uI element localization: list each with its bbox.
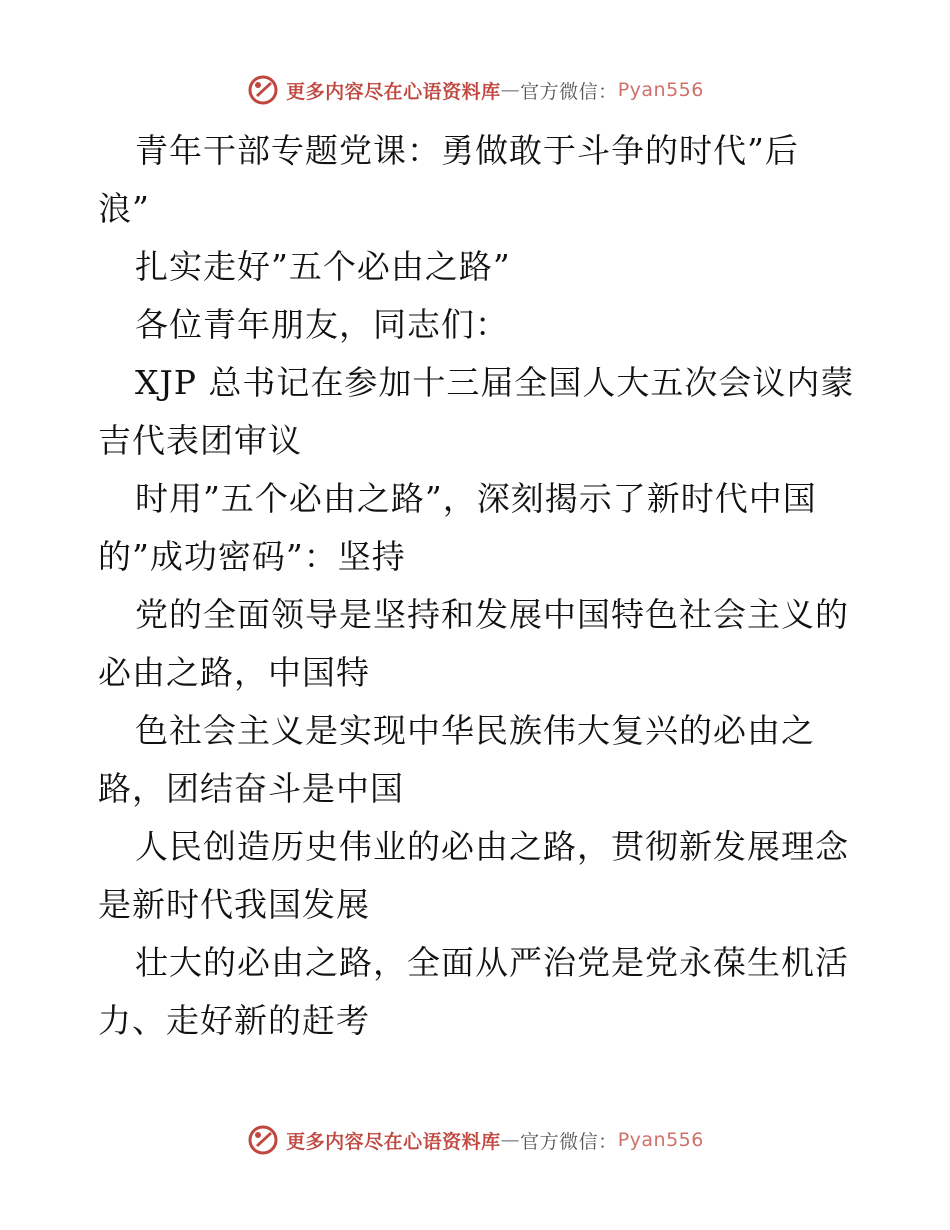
brand-logo-icon [246,1123,280,1157]
document-line: 人民创造历史伟业的必由之路，贯彻新发展理念 [135,827,849,866]
watermark-main: 更多内容尽在心语资料库 [286,80,501,103]
watermark-id: Pyan556 [617,79,704,101]
watermark-official: 官方微信： [520,1130,618,1153]
watermark-separator: — [500,79,521,101]
document-line: 壮大的必由之路，全面从严治党是党永葆生机活 [135,943,849,982]
document-line: 路，团结奋斗是中国 [98,769,404,808]
document-line: 党的全面领导是坚持和发展中国特色社会主义的 [135,595,849,634]
document-line: 时用”五个必由之路”，深刻揭示了新时代中国 [135,479,817,518]
watermark-text [286,1127,704,1154]
document-body [98,122,858,1050]
watermark-id: Pyan556 [617,1129,704,1151]
footer-watermark [0,1120,950,1160]
document-line: 浪” [98,189,150,228]
watermark-separator: — [500,1129,521,1151]
header-watermark [0,70,950,110]
document-line: 必由之路，中国特 [98,653,370,692]
watermark-main: 更多内容尽在心语资料库 [286,1130,501,1153]
document-line: 扎实走好”五个必由之路” [135,247,511,286]
document-line: 青年干部专题党课：勇做敢于斗争的时代”后 [135,131,799,170]
watermark-text [286,77,704,104]
document-line: 吉代表团审议 [98,421,302,460]
brand-logo-icon [246,73,280,107]
document-line: 力、走好新的赶考 [98,1001,370,1040]
document-line: 是新时代我国发展 [98,885,370,924]
document-line: 的”成功密码”：坚持 [98,537,406,576]
watermark-official: 官方微信： [520,80,618,103]
document-line: XJP 总书记在参加十三届全国人大五次会议内蒙 [135,363,855,402]
document-line: 各位青年朋友，同志们： [135,305,509,344]
document-line: 色社会主义是实现中华民族伟大复兴的必由之 [135,711,815,750]
